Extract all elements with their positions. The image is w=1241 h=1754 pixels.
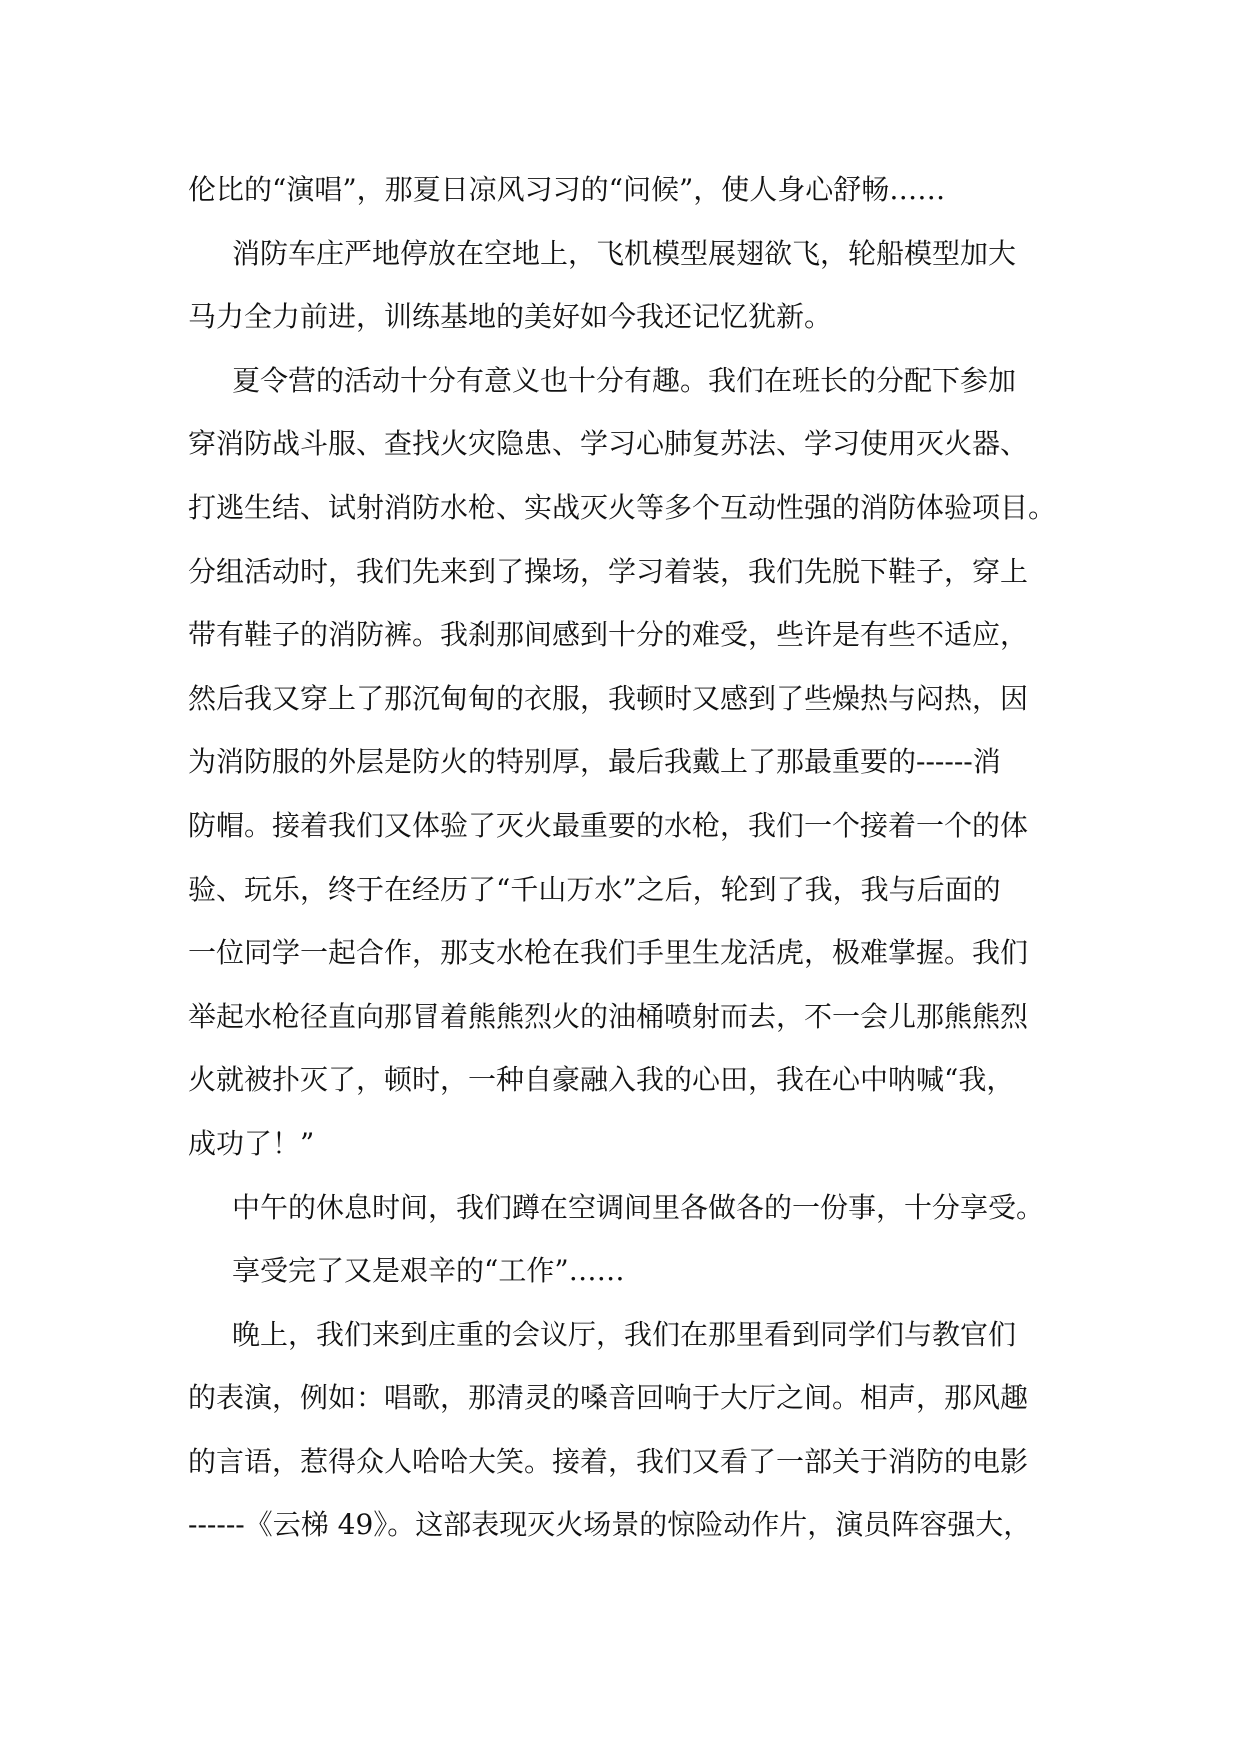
paragraph-start-line: 夏令营的活动十分有意义也十分有趣。我们在班长的分配下参加 [232, 363, 1017, 397]
text-line: 火就被扑灭了，顿时，一种自豪融入我的心田，我在心中呐喊“我， [188, 1063, 1015, 1097]
text-line: 分组活动时，我们先来到了操场，学习着装，我们先脱下鞋子，穿上 [188, 554, 1029, 588]
text-line: 带有鞋子的消防裤。我刹那间感到十分的难受，些许是有些不适应， [188, 618, 1029, 652]
text-line: 为消防服的外层是防火的特别厚，最后我戴上了那最重要的------消 [188, 745, 1001, 779]
body-text [188, 158, 1058, 1557]
text-line: 验、玩乐，终于在经历了“千山万水”之后，轮到了我，我与后面的 [188, 872, 1001, 906]
text-line: 一位同学一起合作，那支水枪在我们手里生龙活虎，极难掌握。我们 [188, 936, 1029, 970]
text-line: 穿消防战斗服、查找火灾隐患、学习心肺复苏法、学习使用灭火器、 [188, 427, 1029, 461]
paragraph-start-line: 中午的休息时间，我们蹲在空调间里各做各的一份事，十分享受。 [232, 1190, 1045, 1224]
text-line: 的表演，例如：唱歌，那清灵的嗓音回响于大厅之间。相声，那风趣 [188, 1381, 1029, 1415]
text-line: 伦比的“演唱”，那夏日凉风习习的“问候”，使人身心舒畅…… [188, 173, 946, 206]
text-line: 的言语，惹得众人哈哈大笑。接着，我们又看了一部关于消防的电影 [188, 1444, 1029, 1478]
text-line: 马力全力前进，训练基地的美好如今我还记忆犹新。 [188, 300, 833, 334]
text-line: 打逃生结、试射消防水枪、实战灭火等多个互动性强的消防体验项目。 [188, 490, 1057, 524]
text-line: 然后我又穿上了那沉甸甸的衣服，我顿时又感到了些燥热与闷热，因 [188, 681, 1029, 715]
text-line: 防帽。接着我们又体验了灭火最重要的水枪，我们一个接着一个的体 [188, 808, 1029, 842]
text-line: 成功了！” [188, 1126, 315, 1160]
paragraph-start-line: 消防车庄严地停放在空地上，飞机模型展翅欲飞，轮船模型加大 [232, 236, 1017, 270]
paragraph-start-line: 晚上，我们来到庄重的会议厅，我们在那里看到同学们与教官们 [232, 1317, 1017, 1351]
text-line: ------《云梯 49》。这部表现灭火场景的惊险动作片，演员阵容强大， [188, 1508, 1032, 1542]
paragraph-start-line: 享受完了又是艰辛的“工作”…… [232, 1254, 625, 1288]
text-line: 举起水枪径直向那冒着熊熊烈火的油桶喷射而去，不一会儿那熊熊烈 [188, 999, 1029, 1033]
